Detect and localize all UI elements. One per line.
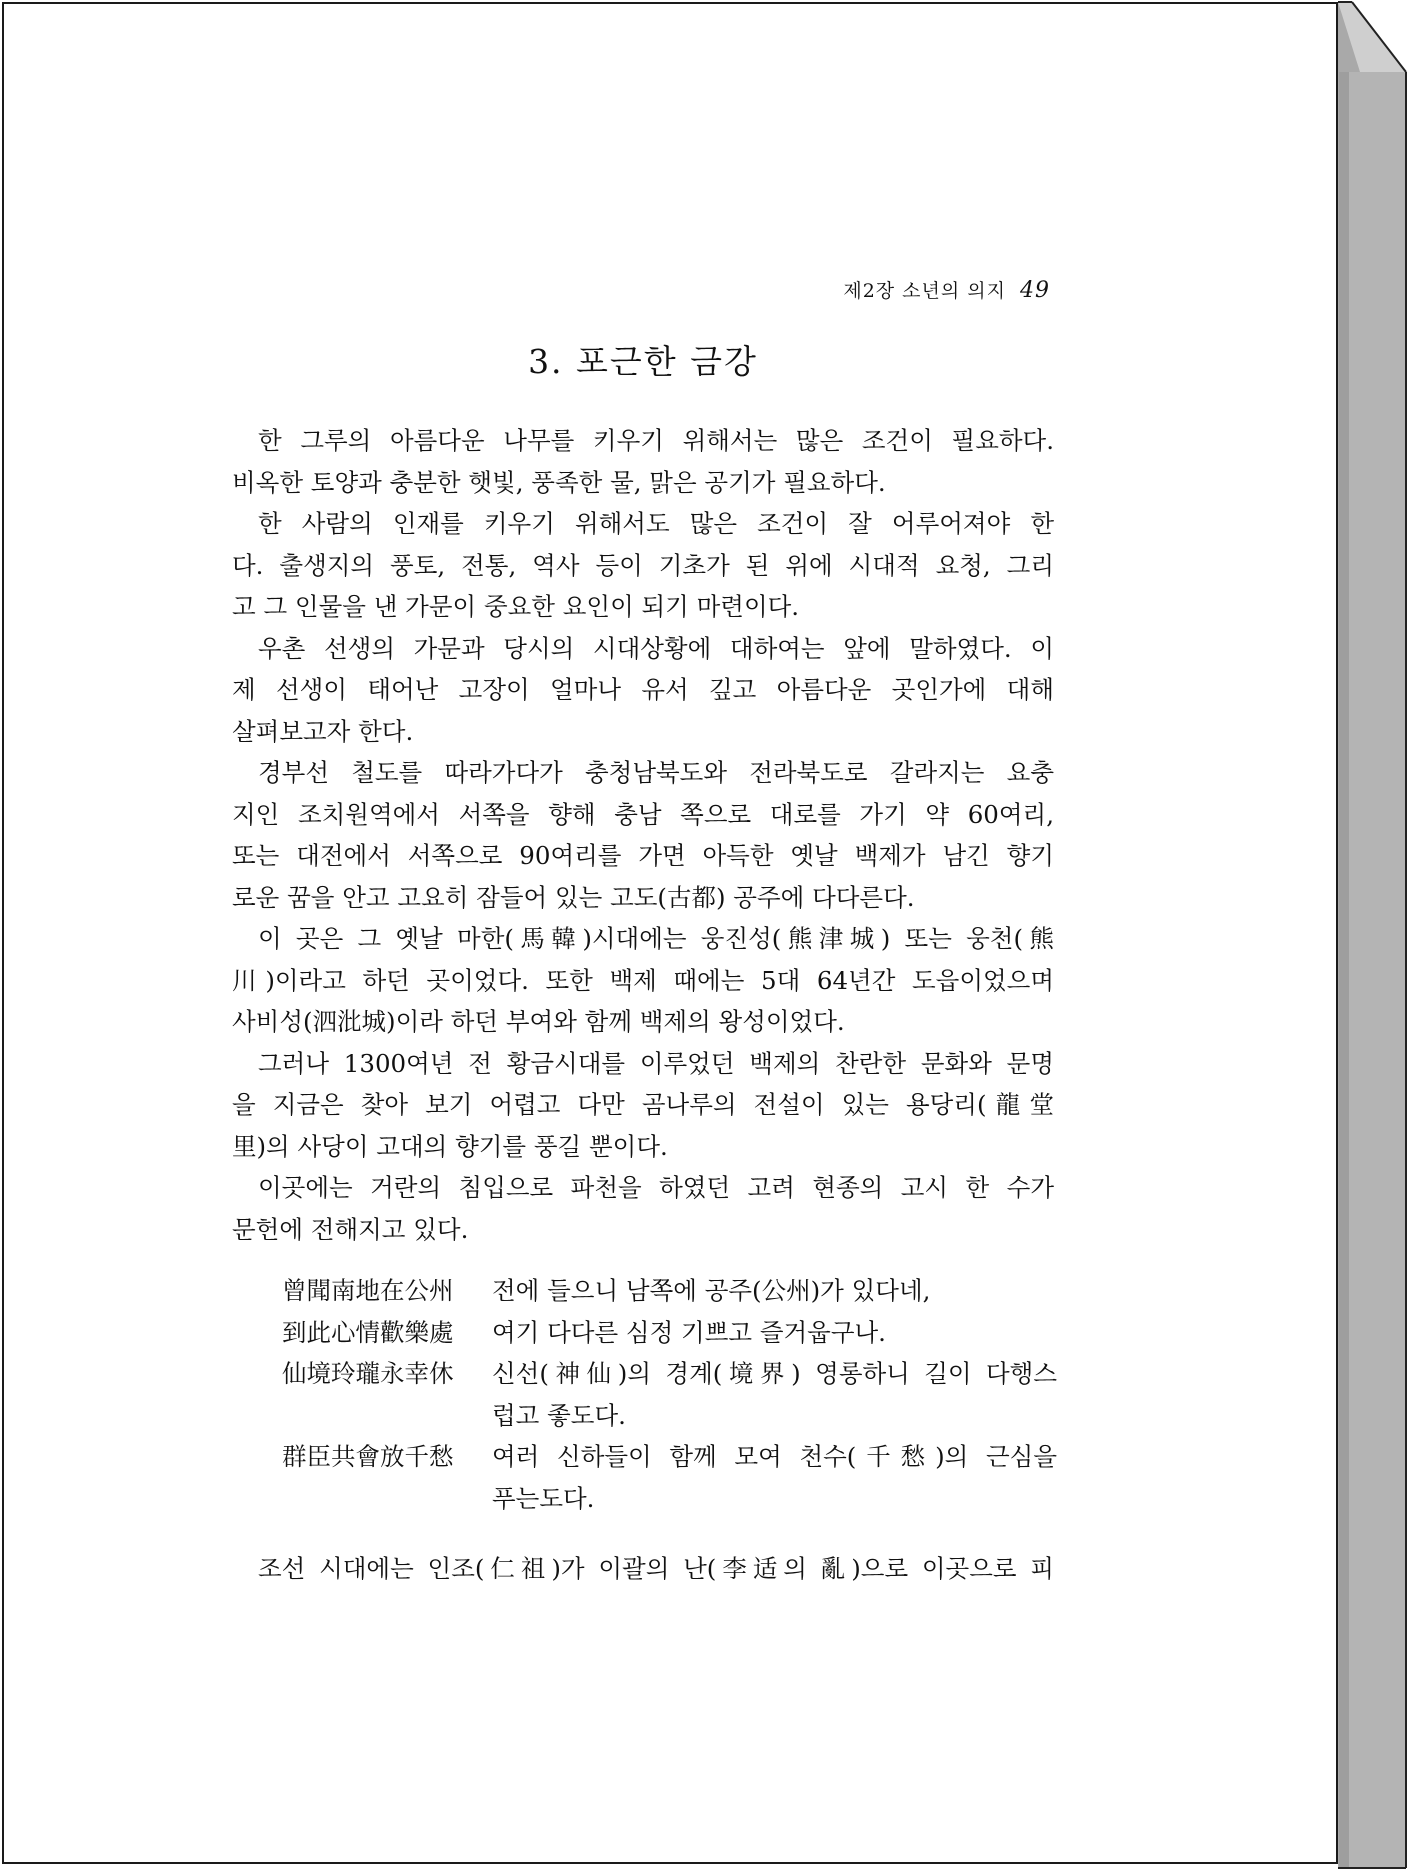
paragraph-line: 이 곳은 그 옛날 마한(馬韓)시대에는 웅진성(熊津城) 또는 웅천(熊 [258,924,1054,953]
poem-translation-line: 럽고 좋도다. [492,1400,626,1430]
poem-verse [282,1436,1057,1519]
body-text-continued [232,1548,1054,1590]
paragraph-line: 川)이라고 하던 곳이었다. 또한 백제 때에는 5대 64년간 도읍이었으며 [232,965,1054,995]
poem-verse [282,1353,1057,1436]
paragraph-line: 사비성(泗沘城)이라 하던 부여와 함께 백제의 왕성이었다. [232,1007,845,1036]
poem-verse [282,1270,1057,1312]
paragraph-line: 조선 시대에는 인조(仁祖)가 이괄의 난(李适의 亂)으로 이곳으로 피 [258,1554,1054,1583]
poem-translation [492,1270,1057,1312]
paragraph-line: 지인 조치원역에서 서쪽을 향해 충남 쪽으로 대로를 가기 약 60여리, [232,799,1054,829]
body-text [232,420,1054,1250]
poem-translation [492,1353,1057,1436]
paragraph-line: 문헌에 전해지고 있다. [232,1214,469,1244]
poem-translation-line: 여러 신하들이 함께 모여 천수(千愁)의 근심을 [492,1442,1057,1471]
section-title: 3. 포근한 금강 [528,342,758,381]
paragraph-line: 제 선생이 태어난 고장이 얼마나 유서 깊고 아름다운 곳인가에 대해 [232,675,1054,704]
poem-translation-line: 전에 들으니 남쪽에 공주(公州)가 있다네, [492,1276,931,1305]
poem-translation [492,1436,1057,1519]
paragraph-line: 이곳에는 거란의 침입으로 파천을 하였던 고려 현종의 고시 한 수가 [258,1173,1054,1202]
poem-translation-line: 신선(神仙)의 경계(境界) 영롱하니 길이 다행스 [492,1359,1057,1388]
paragraph-line: 한 사람의 인재를 키우기 위해서도 많은 조건이 잘 어루어져야 한 [258,509,1054,538]
poem-translation-line: 푸는도다. [492,1483,595,1513]
poem-original: 到此心情歡樂處 [282,1317,454,1347]
poem-original: 群臣共會放千愁 [282,1442,454,1471]
paragraph-line: 비옥한 토양과 충분한 햇빛, 풍족한 물, 맑은 공기가 필요하다. [232,467,886,497]
paragraph-line: 살펴보고자 한다. [232,716,414,746]
paragraph-line: 로운 꿈을 안고 고요히 잠들어 있는 고도(古都) 공주에 다다른다. [232,882,915,912]
poem-verse [282,1312,1057,1354]
paragraph-line: 里)의 사당이 고대의 향기를 풍길 뿐이다. [232,1131,668,1161]
paragraph-line: 경부선 철도를 따라가다가 충청남북도와 전라북도로 갈라지는 요충 [258,758,1054,787]
chapter-title: 제2장 소년의 의지 [843,280,1006,302]
poem-block [282,1270,1057,1519]
poem-translation-line: 여기 다다른 심정 기쁘고 즐거웁구나. [492,1317,886,1347]
running-head [843,276,1050,303]
paragraph-line: 고 그 인물을 낸 가문이 중요한 요인이 되기 마련이다. [232,592,800,621]
poem-original: 仙境玲瓏永幸休 [282,1359,454,1388]
paragraph-line: 그러나 1300여년 전 황금시대를 이루었던 백제의 찬란한 문화와 문명 [258,1048,1054,1078]
paragraph-line: 또는 대전에서 서쪽으로 90여리를 가면 아득한 옛날 백제가 남긴 향기 [232,841,1054,870]
paragraph-line: 다. 출생지의 풍토, 전통, 역사 등이 기초가 된 위에 시대적 요청, 그리 [232,550,1054,580]
poem-original: 曾聞南地在公州 [282,1276,454,1305]
poem-translation [492,1312,1057,1354]
page-number: 49 [1020,278,1050,303]
paragraph-line: 한 그루의 아름다운 나무를 키우기 위해서는 많은 조건이 필요하다. [258,426,1054,455]
paragraph-line: 우촌 선생의 가문과 당시의 시대상황에 대하여는 앞에 말하였다. 이 [258,633,1054,663]
paragraph-line: 을 지금은 찾아 보기 어렵고 다만 곰나루의 전설이 있는 용당리(龍堂 [232,1090,1054,1119]
